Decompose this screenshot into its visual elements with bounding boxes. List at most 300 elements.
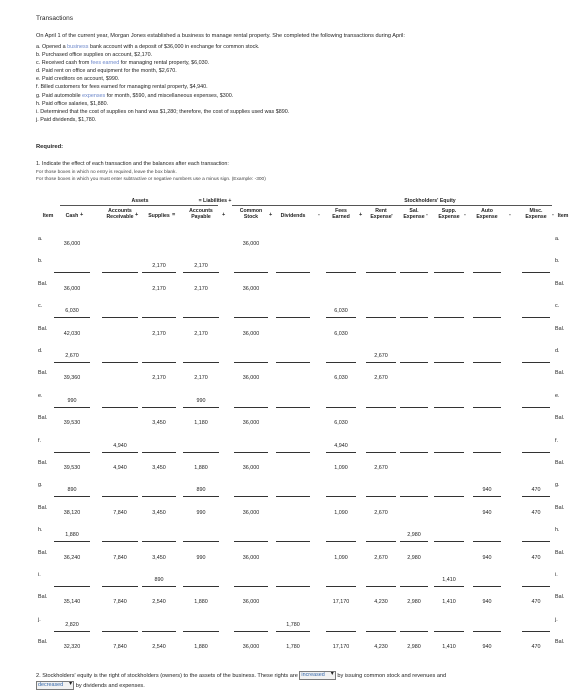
cell-supp[interactable]: [432, 285, 466, 294]
cell-rent[interactable]: [364, 442, 398, 451]
cell-auto[interactable]: 940: [482, 644, 492, 651]
row-label: Bal.: [38, 639, 48, 646]
cell-cs[interactable]: 36,000: [242, 420, 260, 427]
cell-cs[interactable]: [232, 442, 270, 451]
cell-sal[interactable]: [398, 262, 430, 271]
cell-ap[interactable]: 890: [196, 487, 206, 494]
cell-rent[interactable]: [364, 285, 398, 294]
entry-line: [234, 631, 268, 632]
cell-fees[interactable]: 1,090: [334, 554, 348, 561]
column-operator: +: [135, 212, 139, 218]
cell-ar[interactable]: [100, 531, 140, 540]
cell-cash[interactable]: 1,880: [65, 532, 79, 539]
cell-sal[interactable]: [398, 576, 430, 585]
cell-misc[interactable]: [520, 576, 552, 585]
row-label: f.: [38, 437, 41, 444]
entry-line: [183, 631, 219, 632]
cell-supplies[interactable]: 2,540: [152, 644, 166, 651]
row-label-right: h.: [555, 527, 560, 534]
cell-auto[interactable]: [471, 262, 503, 271]
cell-ap[interactable]: 1,880: [194, 644, 208, 651]
entry-line: [522, 317, 550, 318]
entry-line: [276, 362, 310, 363]
cell-cs[interactable]: [232, 576, 270, 585]
entry-line: [234, 362, 268, 363]
glossary-link[interactable]: expenses: [82, 92, 106, 99]
cell-misc[interactable]: 470: [531, 487, 541, 494]
cell-supplies[interactable]: [140, 531, 178, 540]
cell-sal[interactable]: 2,980: [407, 554, 421, 561]
cell-cash[interactable]: 35,140: [63, 599, 81, 606]
cell-supp[interactable]: [432, 262, 466, 271]
cell-cs[interactable]: [232, 352, 270, 361]
entry-line: [102, 362, 138, 363]
cell-misc[interactable]: 470: [531, 599, 541, 606]
cell-rent[interactable]: [364, 531, 398, 540]
cell-supp[interactable]: [432, 419, 466, 428]
cell-auto[interactable]: [471, 576, 503, 585]
cell-supplies[interactable]: 2,170: [152, 330, 166, 337]
cell-rent[interactable]: [364, 621, 398, 630]
cell-rent[interactable]: 2,670: [374, 509, 388, 516]
cell-ar[interactable]: [100, 419, 140, 428]
cell-rent[interactable]: 2,670: [374, 465, 388, 471]
cell-fees[interactable]: 1,090: [334, 465, 348, 471]
cell-rent[interactable]: [364, 330, 398, 339]
cell-auto[interactable]: [471, 240, 503, 249]
cell-auto[interactable]: [471, 374, 503, 383]
entry-line: [234, 541, 268, 542]
cell-sal[interactable]: [398, 621, 430, 630]
cell-div[interactable]: [274, 464, 312, 473]
entry-line: [434, 631, 464, 632]
cell-cs[interactable]: [232, 397, 270, 406]
cell-sal[interactable]: 2,980: [407, 532, 421, 539]
glossary-link[interactable]: business: [67, 44, 89, 50]
cell-ap[interactable]: 2,170: [194, 285, 208, 292]
cell-misc[interactable]: [520, 285, 552, 294]
cell-ar[interactable]: 7,840: [113, 599, 127, 606]
equity-decrease-dropdown[interactable]: decreased ▾: [36, 681, 74, 690]
cell-div[interactable]: [274, 554, 312, 563]
cell-sal[interactable]: [398, 240, 430, 249]
entry-line: [400, 452, 428, 453]
row-label: Bal.: [38, 460, 48, 466]
cell-fees[interactable]: [324, 576, 358, 585]
cell-misc[interactable]: [520, 397, 552, 406]
cell-supplies[interactable]: 3,450: [152, 420, 166, 427]
column-operator: -: [509, 212, 511, 218]
cell-rent[interactable]: [364, 486, 398, 495]
entry-line: [183, 362, 219, 363]
cell-cash[interactable]: 2,820: [65, 621, 79, 628]
cell-fees[interactable]: 6,030: [334, 308, 348, 315]
cell-misc[interactable]: [520, 352, 552, 361]
cell-supp[interactable]: [432, 240, 466, 249]
cell-auto[interactable]: [471, 621, 503, 630]
cell-div[interactable]: [274, 442, 312, 451]
cell-sal[interactable]: [398, 307, 430, 316]
cell-fees[interactable]: 6,030: [334, 420, 348, 427]
transaction-item: [36, 83, 289, 91]
cell-sal[interactable]: [398, 374, 430, 383]
cell-cash[interactable]: 39,360: [63, 375, 81, 382]
cell-fees[interactable]: [324, 240, 358, 249]
cell-supp[interactable]: 1,410: [442, 599, 456, 606]
cell-supp[interactable]: [432, 486, 466, 495]
cell-fees[interactable]: [324, 352, 358, 361]
instruction-note-minus: For those boxes in which you must enter subtractive or negative numbers use a minus sign. (Example: -300): [36, 177, 266, 183]
instruction-q1: 1. Indicate the effect of each transaction and the balances after each transaction:: [36, 161, 229, 167]
cell-cs[interactable]: 36,000: [242, 330, 260, 337]
cell-fees[interactable]: [324, 531, 358, 540]
cell-ar[interactable]: 7,840: [113, 644, 127, 651]
cell-supp[interactable]: [432, 374, 466, 383]
entry-line: [102, 541, 138, 542]
cell-ar[interactable]: 7,840: [113, 554, 127, 561]
cell-div[interactable]: [274, 307, 312, 316]
row-label-right: b.: [555, 258, 560, 265]
entry-line: [234, 317, 268, 318]
cell-cash[interactable]: 36,000: [63, 241, 81, 247]
cell-ap[interactable]: [181, 240, 221, 249]
cell-sal[interactable]: [398, 352, 430, 361]
cell-ar[interactable]: 4,940: [113, 465, 127, 471]
entry-line: [276, 317, 310, 318]
entry-line: [276, 452, 310, 453]
cell-auto[interactable]: [471, 352, 503, 361]
cell-ap[interactable]: [181, 621, 221, 630]
cell-cs[interactable]: [232, 262, 270, 271]
cell-sal[interactable]: 2,980: [407, 644, 421, 651]
cell-sal[interactable]: [398, 330, 430, 339]
entry-line: [434, 272, 464, 273]
row-label: Bal.: [38, 325, 48, 332]
cell-sal[interactable]: [398, 442, 430, 451]
cell-auto[interactable]: 940: [482, 599, 492, 606]
cell-div[interactable]: [274, 397, 312, 406]
cell-rent[interactable]: 2,670: [374, 353, 388, 359]
cell-misc[interactable]: [520, 240, 552, 249]
cell-supplies[interactable]: [140, 486, 178, 495]
cell-supp[interactable]: [432, 621, 466, 630]
cell-auto[interactable]: [471, 307, 503, 316]
cell-fees[interactable]: [324, 262, 358, 271]
cell-ar[interactable]: [100, 374, 140, 383]
cell-supplies[interactable]: [140, 621, 178, 630]
cell-ap[interactable]: 1,180: [194, 420, 208, 427]
cell-cash[interactable]: 2,670: [65, 353, 79, 359]
cell-div[interactable]: [274, 330, 312, 339]
cell-auto[interactable]: [471, 442, 503, 451]
row-label: b.: [38, 258, 43, 265]
cell-supplies[interactable]: 890: [154, 577, 164, 583]
entry-line: [326, 631, 356, 632]
cell-cash[interactable]: [52, 262, 92, 271]
cell-cs[interactable]: 36,000: [242, 554, 260, 561]
cell-ar[interactable]: 7,840: [113, 509, 127, 516]
transaction-item: [36, 43, 289, 51]
cell-auto[interactable]: [471, 419, 503, 428]
cell-cash[interactable]: 39,530: [63, 465, 81, 471]
cell-cs[interactable]: 36,000: [242, 465, 260, 471]
cell-cash[interactable]: [52, 442, 92, 451]
cell-auto[interactable]: [471, 531, 503, 540]
question-2: [36, 671, 566, 691]
cell-misc[interactable]: [520, 307, 552, 316]
cell-ap[interactable]: 990: [196, 397, 206, 404]
cell-supplies[interactable]: [140, 442, 178, 451]
cell-supplies[interactable]: 2,170: [152, 285, 166, 292]
cell-ap[interactable]: [181, 442, 221, 451]
transaction-text: h. Paid office salaries, $1,880.: [36, 100, 109, 107]
cell-rent[interactable]: [364, 262, 398, 271]
cell-div[interactable]: [274, 419, 312, 428]
entry-line: [276, 496, 310, 497]
cell-div[interactable]: [274, 598, 312, 607]
cell-cs[interactable]: 36,000: [242, 241, 260, 247]
cell-div[interactable]: [274, 285, 312, 294]
cell-supplies[interactable]: 2,170: [152, 263, 166, 270]
equity-increase-dropdown[interactable]: increased ▾: [299, 671, 335, 680]
cell-supplies[interactable]: 3,450: [152, 509, 166, 516]
cell-misc[interactable]: [520, 374, 552, 383]
cell-ap[interactable]: 2,170: [194, 263, 208, 270]
cell-misc[interactable]: [520, 531, 552, 540]
cell-cs[interactable]: [232, 531, 270, 540]
cell-misc[interactable]: [520, 464, 552, 473]
cell-sal[interactable]: 2,980: [407, 599, 421, 606]
cell-div[interactable]: [274, 509, 312, 518]
cell-div[interactable]: [274, 374, 312, 383]
cell-rent[interactable]: [364, 576, 398, 585]
cell-div[interactable]: [274, 240, 312, 249]
cell-rent[interactable]: 4,230: [374, 644, 388, 651]
entry-line: [434, 541, 464, 542]
cell-supplies[interactable]: [140, 307, 178, 316]
cell-sal[interactable]: [398, 419, 430, 428]
cell-misc[interactable]: 470: [531, 644, 541, 651]
cell-div[interactable]: [274, 531, 312, 540]
cell-supp[interactable]: [432, 352, 466, 361]
cell-div[interactable]: [274, 262, 312, 271]
cell-misc[interactable]: [520, 262, 552, 271]
entry-line: [434, 317, 464, 318]
cell-fees[interactable]: 6,030: [334, 375, 348, 382]
cell-ap[interactable]: 2,170: [194, 375, 208, 382]
cell-cs[interactable]: [232, 307, 270, 316]
entry-line: [142, 586, 176, 587]
row-label-right: Bal.: [555, 415, 565, 422]
cell-supp[interactable]: [432, 330, 466, 339]
cell-ar[interactable]: [100, 352, 140, 361]
entry-line: [326, 272, 356, 273]
cell-supplies[interactable]: 2,540: [152, 599, 166, 606]
cell-rent[interactable]: 2,670: [374, 375, 388, 382]
cell-ar[interactable]: [100, 285, 140, 294]
cell-ar[interactable]: [100, 576, 140, 585]
cell-ap[interactable]: 1,880: [194, 599, 208, 606]
row-label-right: i.: [555, 572, 558, 578]
cell-cash[interactable]: 36,000: [63, 285, 81, 292]
cell-rent[interactable]: [364, 307, 398, 316]
cell-sal[interactable]: [398, 285, 430, 294]
cell-ap[interactable]: 990: [196, 554, 206, 561]
cell-cash[interactable]: [52, 576, 92, 585]
cell-supplies[interactable]: 3,450: [152, 554, 166, 561]
cell-supp[interactable]: 1,410: [442, 577, 456, 583]
cell-div[interactable]: [274, 576, 312, 585]
cell-cash[interactable]: 36,240: [63, 554, 81, 561]
cell-fees[interactable]: 6,030: [334, 330, 348, 337]
item-header-left: Item: [42, 213, 54, 219]
cell-cash[interactable]: 890: [67, 487, 77, 494]
cell-fees[interactable]: [324, 486, 358, 495]
cell-supplies[interactable]: 2,170: [152, 375, 166, 382]
cell-ap[interactable]: [181, 576, 221, 585]
cell-supp[interactable]: [432, 442, 466, 451]
cell-cash[interactable]: 6,030: [65, 308, 79, 315]
cell-rent[interactable]: [364, 397, 398, 406]
cell-sal[interactable]: [398, 509, 430, 518]
cell-div[interactable]: 1,780: [286, 621, 300, 628]
cell-auto[interactable]: [471, 285, 503, 294]
cell-sal[interactable]: [398, 486, 430, 495]
cell-ar[interactable]: [100, 240, 140, 249]
cell-ap[interactable]: 990: [196, 509, 206, 516]
cell-cash[interactable]: 38,120: [63, 509, 81, 516]
cell-auto[interactable]: [471, 464, 503, 473]
cell-fees[interactable]: 4,940: [334, 442, 348, 449]
column-operator: -: [391, 212, 393, 218]
transaction-text: a. Opened a: [36, 44, 68, 50]
cell-ar[interactable]: [100, 397, 140, 406]
cell-misc[interactable]: [520, 330, 552, 339]
cell-misc[interactable]: 470: [531, 554, 541, 561]
column-header-auto: Auto Expense: [476, 208, 498, 220]
cell-misc[interactable]: 470: [531, 509, 541, 516]
cell-auto[interactable]: 940: [482, 554, 492, 561]
cell-ap[interactable]: 1,880: [194, 465, 208, 471]
cell-rent[interactable]: 4,230: [374, 599, 388, 606]
cell-ar[interactable]: 4,940: [113, 442, 127, 449]
cell-cs[interactable]: 36,000: [242, 375, 260, 382]
entry-line: [366, 272, 396, 273]
cell-supplies[interactable]: [140, 397, 178, 406]
cell-cs[interactable]: 36,000: [242, 644, 260, 651]
cell-cash[interactable]: 990: [67, 397, 77, 404]
entry-line: [434, 362, 464, 363]
row-label: a.: [38, 236, 43, 242]
cell-sal[interactable]: [398, 397, 430, 406]
entry-line: [183, 541, 219, 542]
cell-fees[interactable]: [324, 621, 358, 630]
entry-line: [522, 362, 550, 363]
cell-cs[interactable]: [232, 486, 270, 495]
cell-cs[interactable]: 36,000: [242, 509, 260, 516]
cell-rent[interactable]: 2,670: [374, 554, 388, 561]
cell-cs[interactable]: 36,000: [242, 599, 260, 606]
row-label-right: Bal.: [555, 639, 565, 646]
entry-line: [400, 317, 428, 318]
transaction-item: [36, 116, 289, 124]
cell-misc[interactable]: [520, 419, 552, 428]
cell-auto[interactable]: [471, 330, 503, 339]
cell-ar[interactable]: [100, 330, 140, 339]
glossary-link[interactable]: fees earned: [90, 60, 120, 67]
cell-auto[interactable]: [471, 397, 503, 406]
entry-line: [366, 541, 396, 542]
cell-supp[interactable]: [432, 397, 466, 406]
cell-cs[interactable]: 36,000: [242, 285, 260, 292]
cell-ap[interactable]: [181, 307, 221, 316]
entry-line: [473, 541, 501, 542]
cell-fees[interactable]: 17,170: [332, 644, 350, 651]
cell-sal[interactable]: [398, 464, 430, 473]
cell-fees[interactable]: 17,170: [332, 599, 350, 606]
cell-cash[interactable]: 42,030: [63, 330, 81, 337]
cell-supplies[interactable]: [140, 352, 178, 361]
assets-group-label: Assets: [131, 198, 149, 204]
cell-auto[interactable]: 940: [482, 509, 492, 516]
cell-supplies[interactable]: 3,450: [152, 465, 166, 471]
entry-line: [400, 631, 428, 632]
transaction-item: [36, 59, 289, 67]
cell-fees[interactable]: [324, 285, 358, 294]
entry-line: [366, 452, 396, 453]
cell-ap[interactable]: [181, 531, 221, 540]
cell-ar[interactable]: [100, 262, 140, 271]
cell-div[interactable]: 1,780: [286, 644, 300, 651]
cell-ap[interactable]: 2,170: [194, 330, 208, 337]
cell-cash[interactable]: 32,320: [63, 644, 81, 651]
cell-supp[interactable]: 1,410: [442, 644, 456, 651]
cell-fees[interactable]: 1,090: [334, 509, 348, 516]
cell-supp[interactable]: [432, 554, 466, 563]
cell-rent[interactable]: [364, 419, 398, 428]
transaction-list: [36, 43, 289, 124]
cell-auto[interactable]: 940: [482, 487, 492, 494]
cell-supp[interactable]: [432, 509, 466, 518]
entry-line: [183, 452, 219, 453]
cell-supplies[interactable]: [140, 240, 178, 249]
cell-misc[interactable]: [520, 621, 552, 630]
entry-line: [183, 586, 219, 587]
cell-fees[interactable]: [324, 397, 358, 406]
cell-supp[interactable]: [432, 307, 466, 316]
row-label: Bal.: [38, 370, 48, 377]
cell-ap[interactable]: [181, 352, 221, 361]
cell-supp[interactable]: [432, 464, 466, 473]
instructions: [36, 161, 266, 184]
column-operator: -: [552, 212, 554, 218]
entry-line: [142, 541, 176, 542]
cell-misc[interactable]: [520, 442, 552, 451]
row-label: c.: [38, 303, 43, 310]
cell-div[interactable]: [274, 486, 312, 495]
cell-div[interactable]: [274, 352, 312, 361]
cell-cs[interactable]: [232, 621, 270, 630]
cell-ar[interactable]: [100, 621, 140, 630]
entry-line: [400, 496, 428, 497]
q2-text-end: by dividends and expenses.: [75, 683, 145, 689]
cell-ar[interactable]: [100, 486, 140, 495]
cell-cash[interactable]: 39,530: [63, 420, 81, 427]
cell-ar[interactable]: [100, 307, 140, 316]
page-title: Transactions: [36, 15, 73, 22]
cell-rent[interactable]: [364, 240, 398, 249]
cell-supp[interactable]: [432, 531, 466, 540]
